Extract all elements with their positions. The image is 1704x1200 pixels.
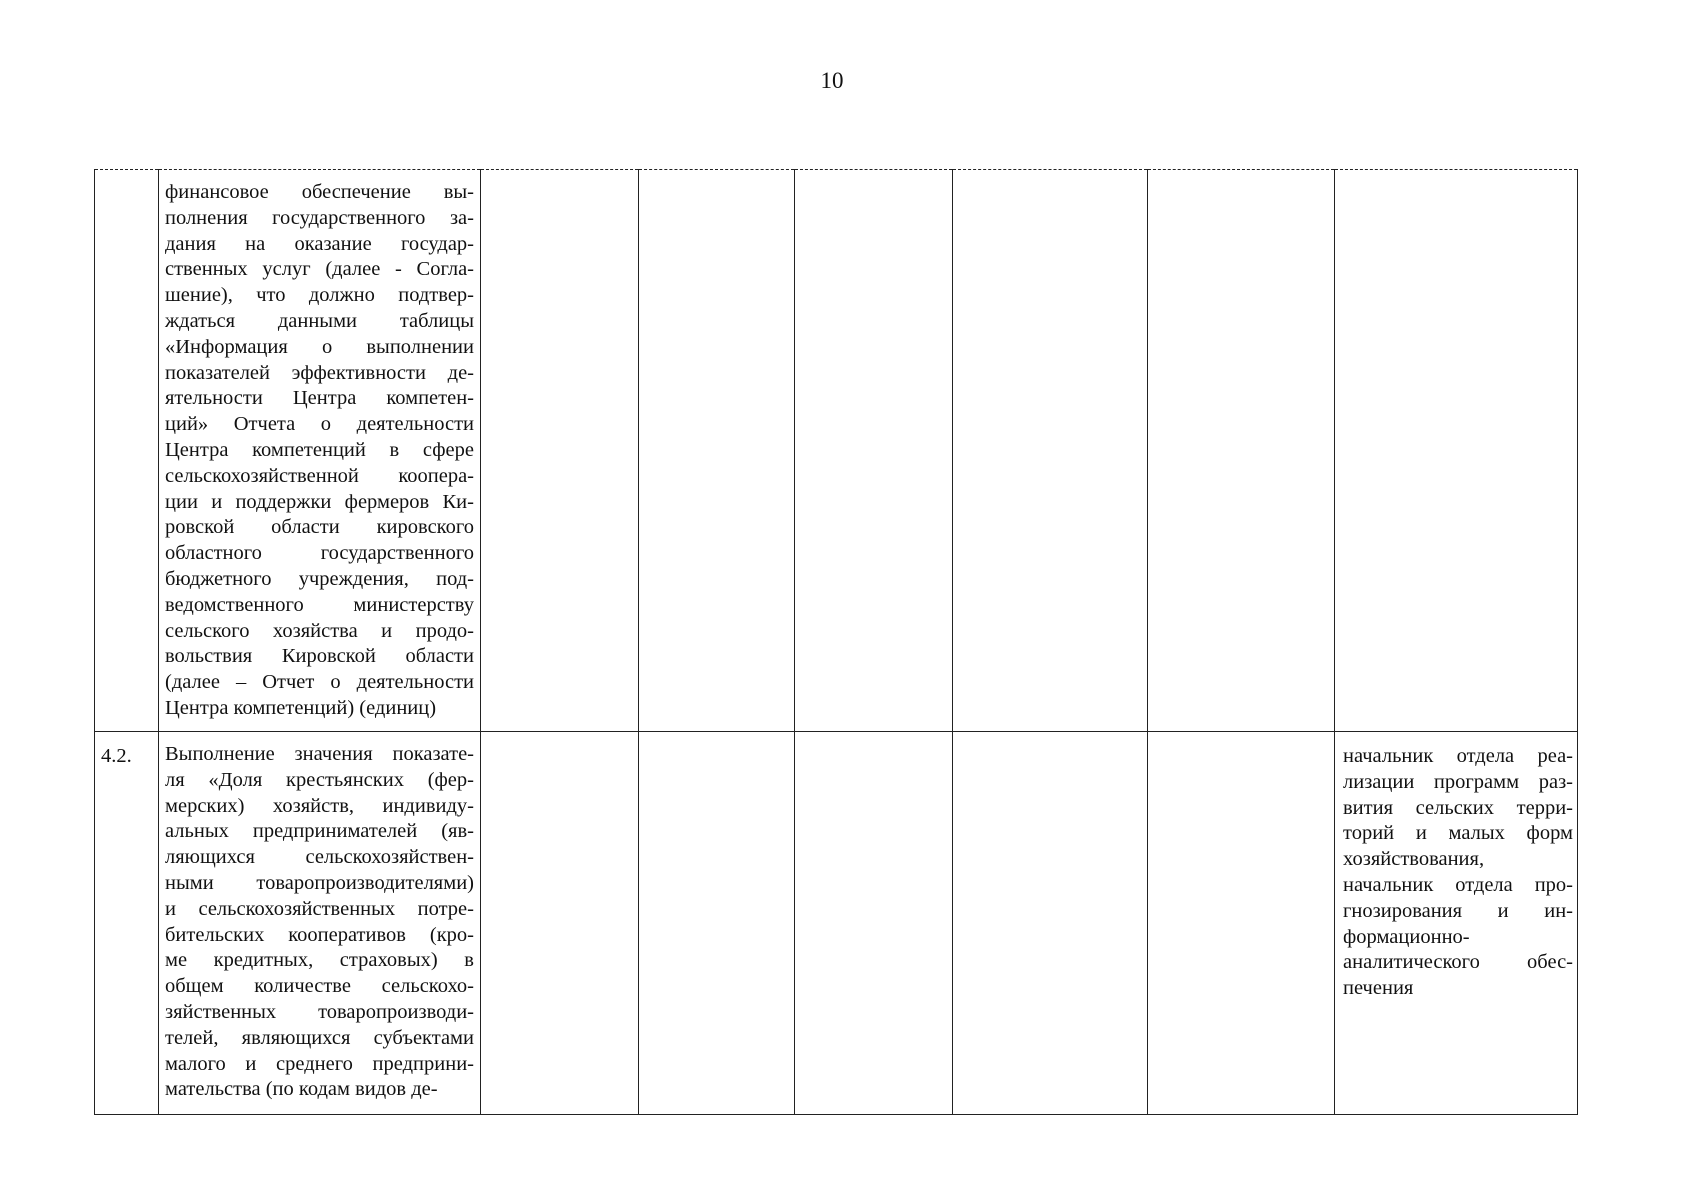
table-row [95, 170, 1578, 732]
text-line: и сельскохозяйственных потре- [165, 897, 474, 920]
empty-cell [639, 732, 795, 1115]
text-line: начальник отдела реа- [1343, 745, 1573, 767]
text-line: хозяйствования, [1343, 848, 1485, 871]
text-line: телей, являющихся субъектами [165, 1026, 474, 1049]
text-line: мательства (по кодам видов де- [165, 1078, 438, 1101]
text-line: малого и среднего предприни- [165, 1052, 474, 1075]
text-line: ждаться данными таблицы [165, 309, 474, 332]
text-line: полнения государственного за- [165, 206, 474, 229]
text-line: бительских кооперативов (кро- [165, 923, 474, 946]
empty-cell [795, 732, 953, 1115]
text-line: мерских) хозяйств, индивиду- [165, 794, 474, 817]
text-line: показателей эффективности де- [165, 361, 474, 384]
text-line: формационно- [1343, 925, 1470, 948]
text-line: (далее – Отчет о деятельности [165, 671, 474, 694]
text-line: аналитического обес- [1343, 951, 1573, 974]
text-line: сельскохозяйственной коопера- [165, 464, 474, 487]
text-line: ными товаропроизводителями) [165, 871, 474, 894]
row-number-cell [95, 732, 159, 1115]
responsible-text [1335, 732, 1577, 1002]
text-line: ведомственного министерству [165, 593, 474, 616]
text-line: вития сельских терри- [1343, 796, 1573, 819]
empty-cell [1148, 732, 1335, 1115]
empty-cell [481, 170, 639, 732]
indicator-table [94, 169, 1578, 1115]
indicator-description [159, 732, 480, 1103]
text-line: ятельности Центра компетен- [165, 387, 474, 410]
text-line: ций» Отчета о деятельности [165, 413, 474, 436]
text-line: ля «Доля крестьянских (фер- [165, 768, 474, 791]
text-line: ровской области кировского [165, 516, 474, 539]
description-cell [159, 732, 481, 1115]
text-line: гнозирования и ин- [1343, 899, 1573, 922]
responsible-cell [1335, 732, 1578, 1115]
text-line: Центра компетенций в сфере [165, 438, 474, 461]
text-line: ственных услуг (далее - Согла- [165, 258, 474, 281]
text-line: финансовое обеспечение вы- [165, 181, 474, 203]
text-line: сельского хозяйства и продо- [165, 619, 474, 642]
indicator-description [159, 170, 480, 722]
text-line: начальник отдела про- [1343, 873, 1573, 896]
text-line: вольствия Кировской области [165, 645, 474, 668]
empty-cell [481, 732, 639, 1115]
text-line: ляющихся сельскохозяйствен- [165, 846, 474, 869]
empty-cell [1148, 170, 1335, 732]
empty-cell [639, 170, 795, 732]
text-line: шение), что должно подтвер- [165, 284, 474, 307]
text-line: зяйственных товаропроизводи- [165, 1000, 474, 1023]
text-line: бюджетного учреждения, под- [165, 567, 474, 590]
text-line: печения [1343, 977, 1414, 1000]
empty-cell [953, 732, 1148, 1115]
text-line: Выполнение значения показате- [165, 743, 474, 765]
empty-cell [795, 170, 953, 732]
row-number [95, 170, 158, 182]
text-line: ме кредитных, страховых) в [165, 949, 474, 972]
description-cell [159, 170, 481, 732]
text-line: альных предпринимателей (яв- [165, 820, 474, 843]
text-line: общем количестве сельскохо- [165, 975, 474, 998]
row-number: 4.2. [101, 745, 132, 767]
text-line: торий и малых форм [1343, 822, 1573, 845]
row-number-cell [95, 170, 159, 732]
empty-cell [953, 170, 1148, 732]
responsible-cell [1335, 170, 1578, 732]
text-line: «Информация о выполнении [165, 335, 474, 358]
text-line: дания на оказание государ- [165, 232, 474, 255]
text-line: областного государственного [165, 542, 474, 565]
text-line: ции и поддержки фермеров Ки- [165, 490, 474, 513]
text-line: лизации программ раз- [1343, 770, 1573, 793]
page-number: 10 [820, 68, 844, 93]
text-line: Центра компетенций) (единиц) [165, 696, 437, 719]
table-row [95, 732, 1578, 1115]
responsible-text [1335, 170, 1577, 182]
